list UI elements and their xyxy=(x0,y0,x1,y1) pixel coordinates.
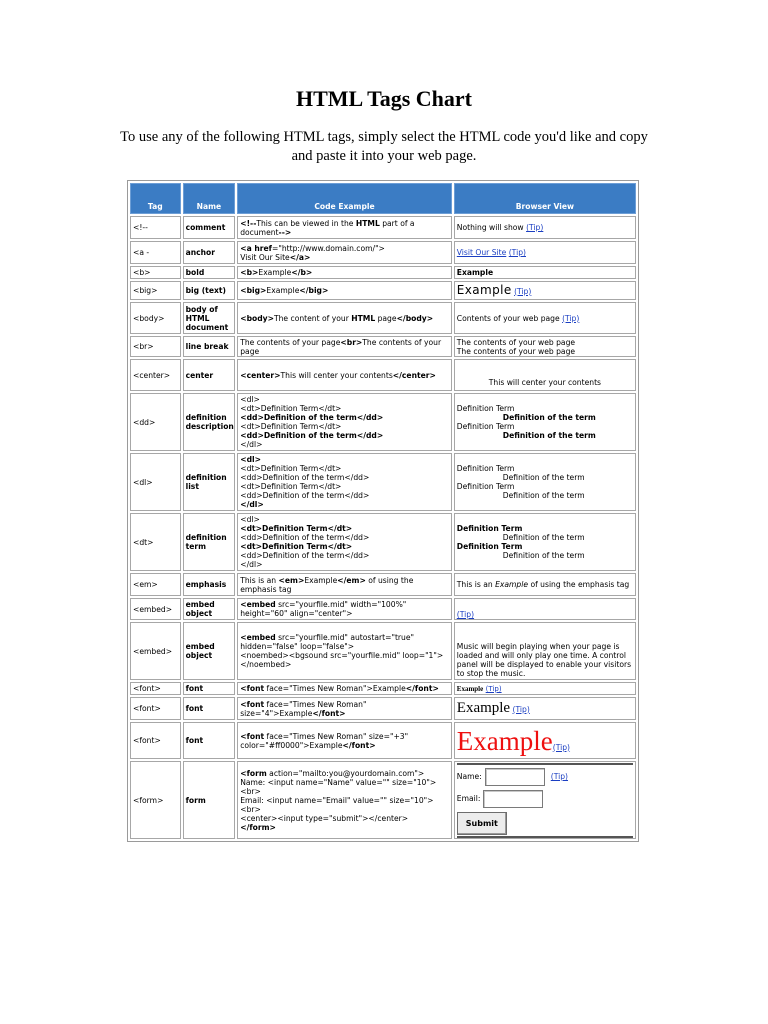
name-cell: embed object xyxy=(183,622,236,680)
tag-cell: <font> xyxy=(130,682,181,695)
tag-cell: <font> xyxy=(130,697,181,720)
tip-link[interactable]: (Tip) xyxy=(512,704,530,714)
tag-cell: <a - xyxy=(130,241,181,264)
tip-link[interactable]: (Tip) xyxy=(514,286,532,296)
table-row xyxy=(130,216,636,239)
table-row xyxy=(130,302,636,334)
name-cell: form xyxy=(183,761,236,839)
code-cell: <font face="Times New Roman" size="+3" color="#ff0000">Example</font> xyxy=(237,722,452,759)
name-cell: definition description xyxy=(183,393,236,451)
view-cell: The contents of your web page The contents of your web page xyxy=(454,336,636,357)
code-cell: <!--This can be viewed in the HTML part of a document--> xyxy=(237,216,452,239)
view-cell xyxy=(454,598,636,620)
name-cell: definition list xyxy=(183,453,236,511)
view-cell: Music will begin playing when your page is loaded and will only play one time. A control panel will be displayed to enable your visitors to stop the music. xyxy=(454,622,636,680)
view-cell: Example xyxy=(454,266,636,279)
table-row xyxy=(130,336,636,357)
name-row xyxy=(457,766,633,788)
submit-button[interactable]: Submit xyxy=(457,812,507,835)
view-cell xyxy=(454,241,636,264)
table-row xyxy=(130,682,636,695)
table-row xyxy=(130,598,636,620)
table-row xyxy=(130,722,636,759)
name-cell: font xyxy=(183,697,236,720)
tag-cell: <b> xyxy=(130,266,181,279)
name-cell: anchor xyxy=(183,241,236,264)
table-row xyxy=(130,266,636,279)
code-cell: <embed src="yourfile.mid" width="100%" height="60" align="center"> xyxy=(237,598,452,620)
name-cell: body of HTML document xyxy=(183,302,236,334)
view-cell: Contents of your web page (Tip) xyxy=(454,302,636,334)
code-cell: <dl> <dt>Definition Term</dt> <dd>Definition of the term</dd> <dt>Definition Term</dt> <dd>Definition of the term</dd> </dl> xyxy=(237,453,452,511)
table-row xyxy=(130,281,636,300)
table-row xyxy=(130,761,636,839)
tip-link[interactable]: (Tip) xyxy=(508,248,526,257)
view-cell: Definition Term Definition of the term Definition Term Definition of the term xyxy=(454,393,636,451)
code-cell: <b>Example</b> xyxy=(237,266,452,279)
tag-cell: <br> xyxy=(130,336,181,357)
name-cell: bold xyxy=(183,266,236,279)
tag-cell: <dl> xyxy=(130,453,181,511)
tag-cell: <center> xyxy=(130,359,181,391)
tag-cell: <big> xyxy=(130,281,181,300)
view-cell: Definition Term Definition of the term Definition Term Definition of the term xyxy=(454,513,636,571)
tip-link[interactable]: (Tip) xyxy=(562,313,580,323)
tag-cell: <form> xyxy=(130,761,181,839)
header-name: Name xyxy=(183,183,236,214)
view-cell: This is an Example of using the emphasis tag xyxy=(454,573,636,596)
name-cell: center xyxy=(183,359,236,391)
code-cell: The contents of your page<br>The contents of your page xyxy=(237,336,452,357)
email-input[interactable] xyxy=(483,790,543,808)
code-cell: <form action="mailto:you@yourdomain.com"> Name: <input name="Name" value="" size="10"><br> Email: <input name="Email" value="" size="10"><br> <center><input type="submit"></center> </form> xyxy=(237,761,452,839)
tag-cell: <body> xyxy=(130,302,181,334)
name-cell: line break xyxy=(183,336,236,357)
name-cell: definition term xyxy=(183,513,236,571)
view-cell: Definition Term Definition of the term Definition Term Definition of the term xyxy=(454,453,636,511)
view-cell: Example (Tip) xyxy=(454,697,636,720)
tag-cell: <embed> xyxy=(130,598,181,620)
name-cell: big (text) xyxy=(183,281,236,300)
code-cell: This is an <em>Example</em> of using the emphasis tag xyxy=(237,573,452,596)
name-cell: emphasis xyxy=(183,573,236,596)
view-cell: Example (Tip) xyxy=(454,682,636,695)
name-input[interactable] xyxy=(485,768,545,786)
visit-our-site-link[interactable]: Visit Our Site xyxy=(456,248,507,257)
name-cell: font xyxy=(183,722,236,759)
code-cell: <dl> <dt>Definition Term</dt> <dd>Definition of the term</dd> <dt>Definition Term</dt> <dd>Definition of the term</dd> </dl> xyxy=(237,393,452,451)
header-browser-view: Browser View xyxy=(454,183,636,214)
intro-text: To use any of the following HTML tags, simply select the HTML code you'd like and copy and paste it into your web page. xyxy=(120,129,648,164)
tip-link[interactable]: (Tip) xyxy=(526,223,544,232)
tip-link[interactable]: (Tip) xyxy=(485,684,502,693)
code-cell: <body>The content of your HTML page</body> xyxy=(237,302,452,334)
tag-cell: <em> xyxy=(130,573,181,596)
email-label: Email: xyxy=(456,794,481,803)
table-row xyxy=(130,393,636,451)
table-row xyxy=(130,513,636,571)
name-cell: font xyxy=(183,682,236,695)
table-row xyxy=(130,622,636,680)
tag-cell: <embed> xyxy=(130,622,181,680)
example-form xyxy=(457,763,633,838)
code-cell: <center>This will center your contents</center> xyxy=(237,359,452,391)
view-cell: Nothing will show (Tip) xyxy=(454,216,636,239)
table-header-row xyxy=(130,183,636,214)
tag-cell: <font> xyxy=(130,722,181,759)
view-cell: This will center your contents xyxy=(454,359,636,391)
table-row xyxy=(130,453,636,511)
view-cell xyxy=(454,761,636,839)
view-cell: Example(Tip) xyxy=(454,722,636,759)
tip-link[interactable]: (Tip) xyxy=(456,610,475,619)
name-cell: comment xyxy=(183,216,236,239)
header-code-example: Code Example xyxy=(237,183,452,214)
header-tag: Tag xyxy=(130,183,181,214)
email-row xyxy=(457,788,633,810)
code-cell: <font face="Times New Roman" size="4">Example</font> xyxy=(237,697,452,720)
code-cell: <embed src="yourfile.mid" autostart="true" hidden="false" loop="false"> <noembed><bgsound src="yourfile.mid" loop="1"></noembed> xyxy=(237,622,452,680)
table-row xyxy=(130,573,636,596)
name-label: Name: xyxy=(456,772,482,781)
code-cell: <font face="Times New Roman">Example</font> xyxy=(237,682,452,695)
code-cell: <a href="http://www.domain.com/"> Visit Our Site</a> xyxy=(237,241,452,264)
html-tags-table xyxy=(127,180,639,842)
table-row xyxy=(130,359,636,391)
tip-link[interactable]: (Tip) xyxy=(552,742,571,752)
tag-cell: <dt> xyxy=(130,513,181,571)
table-row xyxy=(130,697,636,720)
tag-cell: <!-- xyxy=(130,216,181,239)
tip-link[interactable]: (Tip) xyxy=(550,772,569,781)
page-title: HTML Tags Chart xyxy=(295,86,473,111)
tag-cell: <dd> xyxy=(130,393,181,451)
view-cell: Example (Tip) xyxy=(454,281,636,300)
code-cell: <dl> <dt>Definition Term</dt> <dd>Definition of the term</dd> <dt>Definition Term</dt> <dd>Definition of the term</dd> </dl> xyxy=(237,513,452,571)
code-cell: <big>Example</big> xyxy=(237,281,452,300)
table-row xyxy=(130,241,636,264)
name-cell: embed object xyxy=(183,598,236,620)
